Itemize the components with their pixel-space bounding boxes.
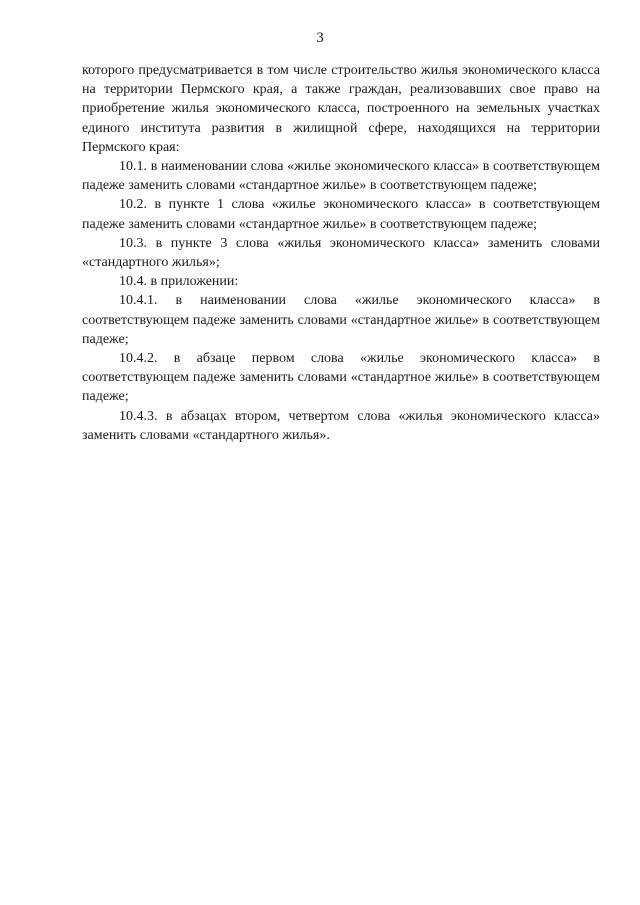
paragraph-10-4-3: 10.4.3. в абзацах втором, четвертом слова «жилья экономического класса» заменить словами «стандартного жилья». xyxy=(82,408,600,443)
paragraph-10-1: 10.1. в наименовании слова «жилье экономического класса» в соответствующем падеже заменить словами «стандартное жилье» в соответствующем падеже; xyxy=(82,159,600,194)
paragraph-10-2: 10.2. в пункте 1 слова «жилье экономического класса» в соответствующем падеже заменить словами «стандартное жилье» в соответствующем падеже; xyxy=(82,197,600,232)
paragraph-10-3: 10.3. в пункте 3 слова «жилья экономического класса» заменить словами «стандартного жилья»; xyxy=(82,235,600,271)
paragraph-10-4-2: 10.4.2. в абзаце первом слова «жилье экономического класса» в соответствующем падеже заменить словами «стандартное жилье» в соответствующем падеже; xyxy=(82,351,600,405)
paragraph-10-4: 10.4. в приложении: xyxy=(119,274,239,290)
document-body xyxy=(82,61,600,445)
paragraph-10-4-1: 10.4.1. в наименовании слова «жилье экономического класса» в соответствующем падеже заменить словами «стандартное жилье» в соответствующем падеже; xyxy=(82,293,600,347)
page-number: 3 xyxy=(316,30,324,46)
paragraph-continuation: которого предусматривается в том числе строительство жилья экономического класса на территории Пермского края, а также граждан, реализовавших свое право на приобретение жилья экономического класса, построенного на земельных участках единого института развития в жилищной сфере, находящихся на территории Пермского края: xyxy=(82,63,600,155)
